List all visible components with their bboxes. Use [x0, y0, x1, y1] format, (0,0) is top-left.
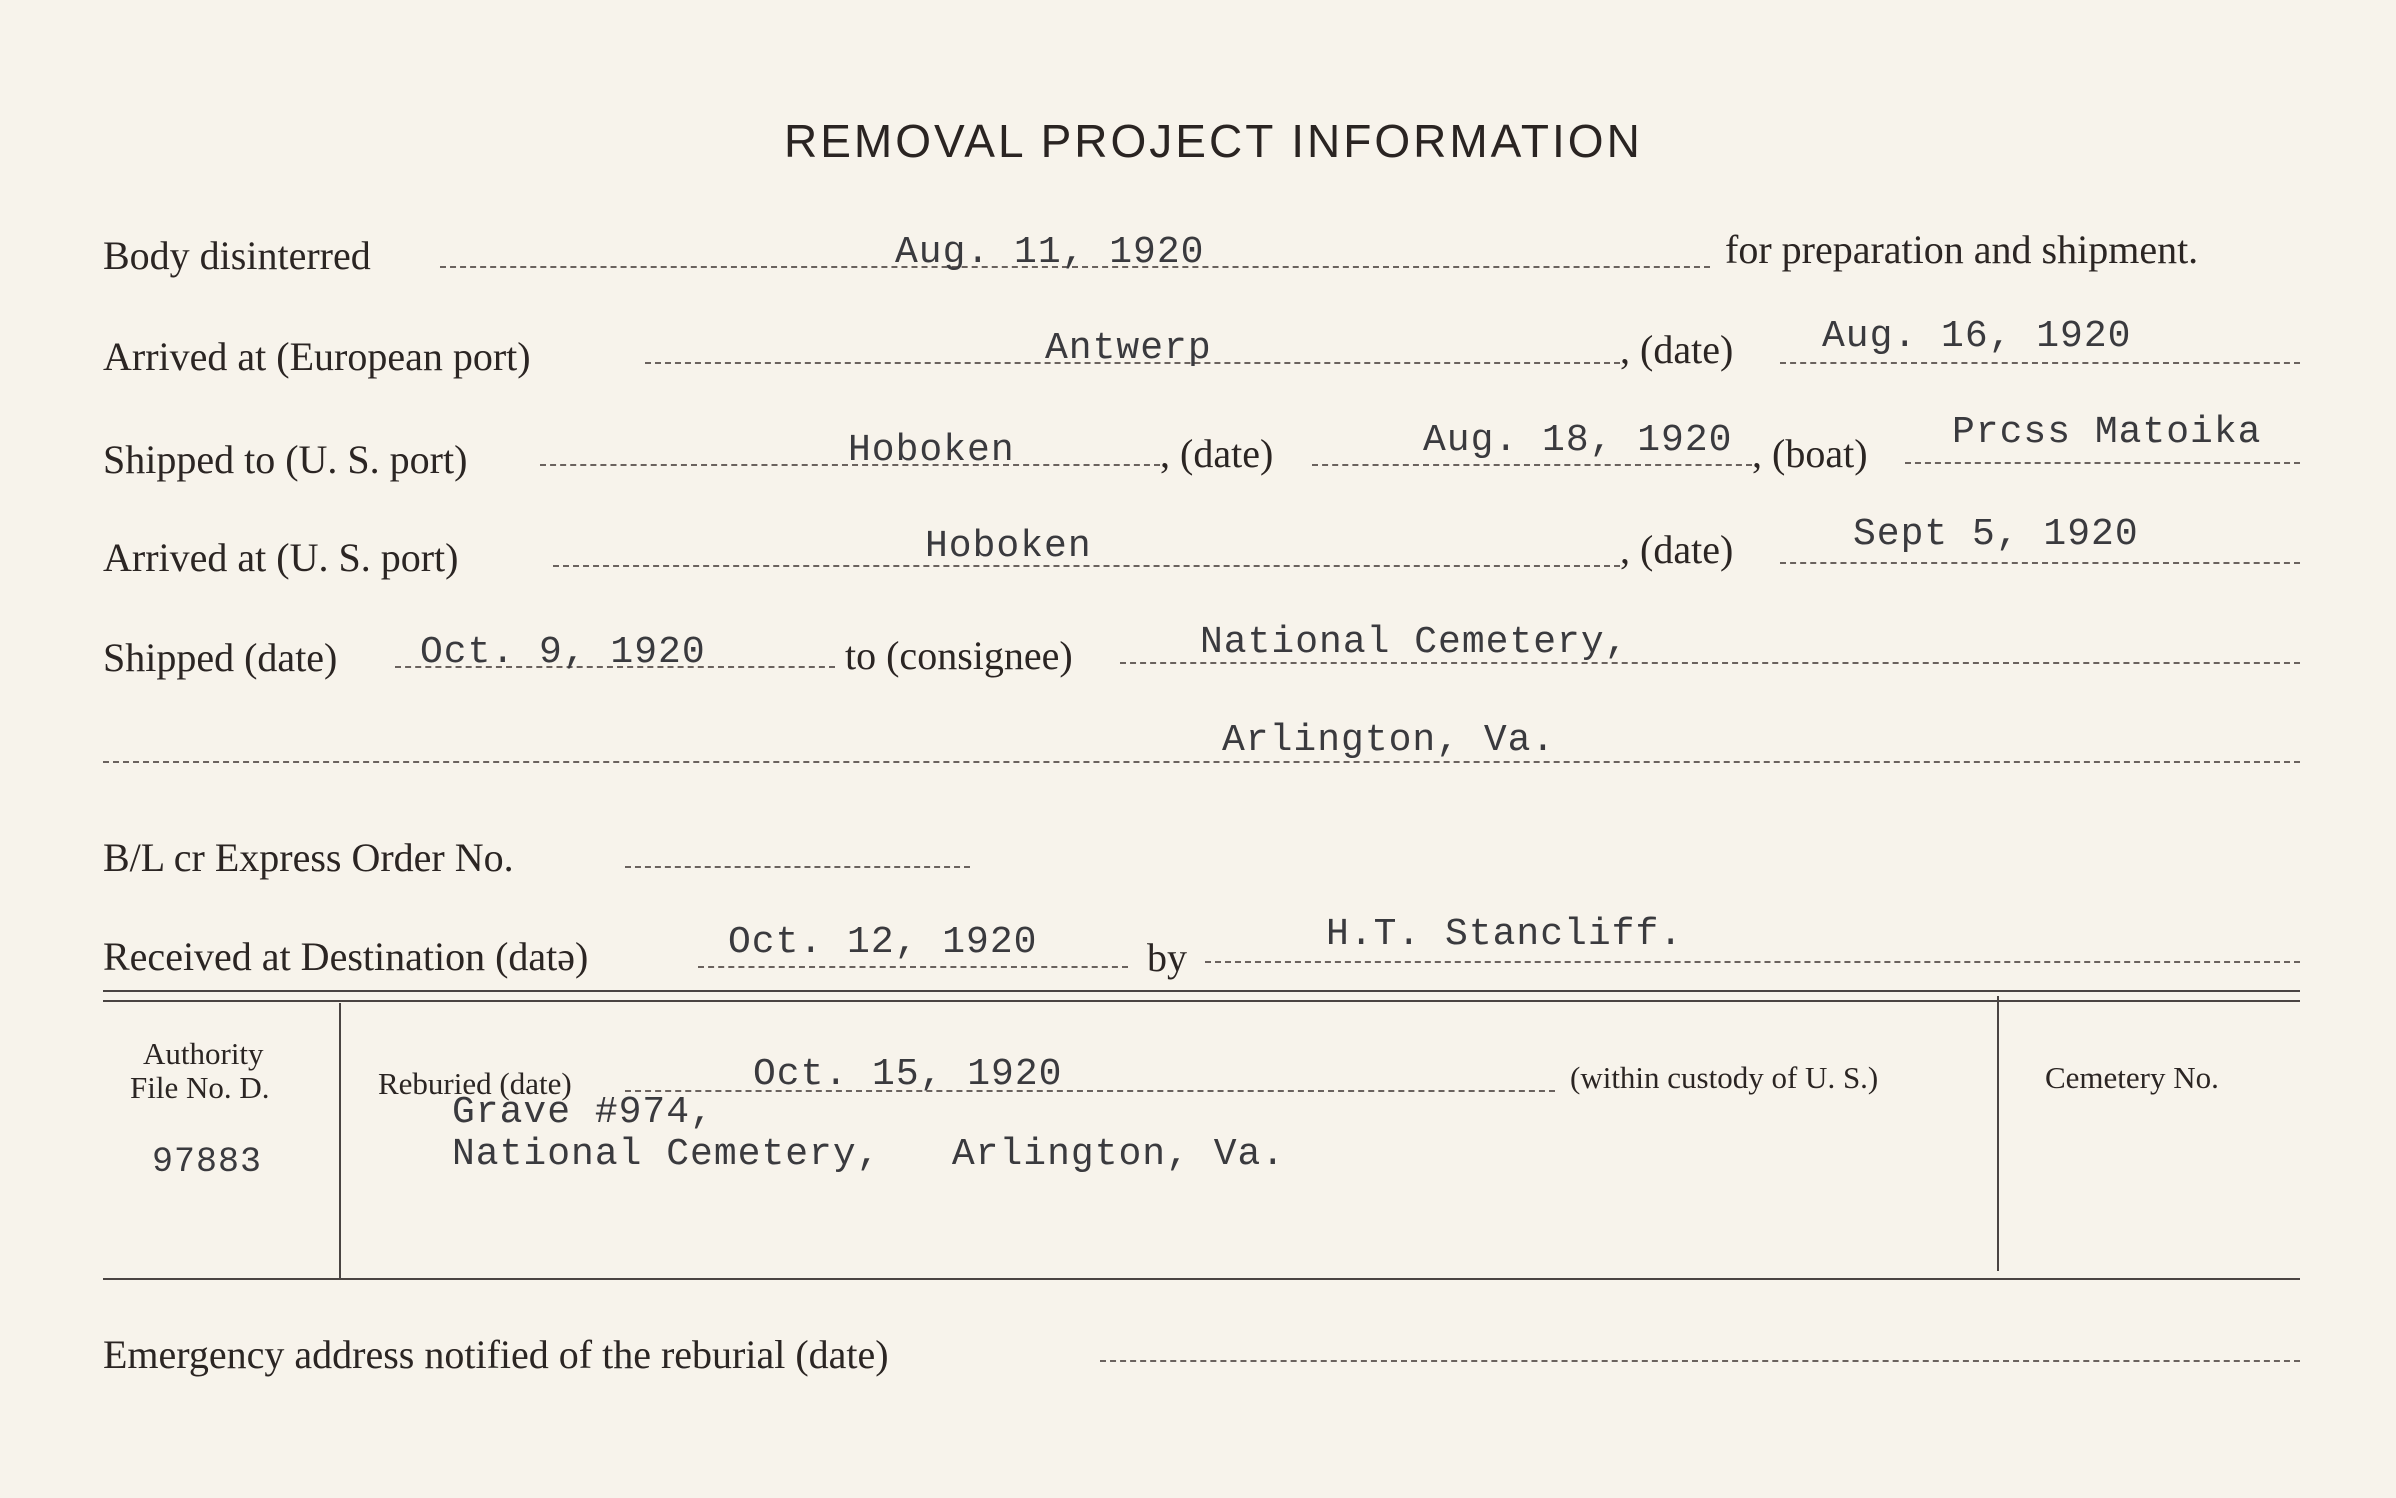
table-divider-left — [339, 1003, 341, 1278]
us-port-shipped-value: Hoboken — [848, 429, 1015, 472]
boat-value: Prcss Matoika — [1952, 411, 2262, 454]
us-port-arrived-value: Hoboken — [925, 525, 1092, 568]
table-divider-right — [1997, 996, 1999, 1271]
authority-label-2: File No. D. — [130, 1070, 270, 1105]
shipped-date-2-value: Oct. 9, 1920 — [420, 631, 706, 674]
european-arrival-date-value: Aug. 16, 1920 — [1822, 315, 2132, 358]
authority-label-1: Authority — [143, 1036, 264, 1071]
consignee-2-value: Arlington, Va. — [1222, 719, 1556, 762]
us-arrival-date-value: Sept 5, 1920 — [1853, 513, 2139, 556]
bl-express-label: B/L cr Express Order No. — [103, 835, 514, 880]
shipped-date-1-value: Aug. 18, 1920 — [1423, 419, 1733, 462]
shipped-to-us-label: Shipped to (U. S. port) — [103, 437, 468, 482]
by-label: by — [1147, 935, 1187, 980]
bl-number-line — [625, 866, 970, 868]
received-date-line — [698, 966, 1128, 968]
table-top-rule-2 — [103, 1000, 2300, 1002]
date-label-3: , (date) — [1620, 527, 1734, 572]
preparation-label: for preparation and shipment. — [1725, 227, 2199, 272]
authority-file-no-value: 97883 — [152, 1142, 263, 1182]
table-top-rule-1 — [103, 990, 2300, 992]
date-label-2: , (date) — [1160, 431, 1274, 476]
european-date-line — [1780, 362, 2300, 364]
consignee-line-2 — [103, 761, 2300, 763]
grave-1-value: Grave #974, — [452, 1091, 714, 1134]
boat-line — [1905, 462, 2300, 464]
reburied-date-value: Oct. 15, 1920 — [753, 1053, 1063, 1096]
received-by-line — [1205, 961, 2300, 963]
reburied-label: Reburied (date) — [378, 1066, 572, 1101]
cemetery-no-label: Cemetery No. — [2045, 1060, 2219, 1095]
disinterred-date-value: Aug. 11, 1920 — [895, 231, 1205, 274]
body-disinterred-label: Body disinterred — [103, 233, 371, 278]
arrived-us-label: Arrived at (U. S. port) — [103, 535, 459, 580]
within-custody-label: (within custody of U. S.) — [1570, 1060, 1879, 1095]
boat-label: , (boat) — [1752, 431, 1868, 476]
received-by-value: H.T. Stancliff. — [1326, 913, 1684, 956]
shipped-date-line — [1312, 464, 1752, 466]
page-title: REMOVAL PROJECT INFORMATION — [784, 115, 1643, 167]
received-date-value: Oct. 12, 1920 — [728, 921, 1038, 964]
grave-2-value: National Cemetery, Arlington, Va. — [452, 1133, 1286, 1176]
emergency-date-line — [1100, 1360, 2300, 1362]
table-bottom-rule — [103, 1278, 2300, 1280]
us-arrival-date-line — [1780, 562, 2300, 564]
received-label: Received at Destination (datə) — [103, 934, 589, 979]
arrived-european-label: Arrived at (European port) — [103, 334, 531, 379]
shipped-date-label: Shipped (date) — [103, 635, 338, 680]
european-port-value: Antwerp — [1045, 327, 1212, 370]
consignee-1-value: National Cemetery, — [1200, 621, 1629, 664]
emergency-label: Emergency address notified of the reburial (date) — [103, 1332, 889, 1377]
date-label-1: , (date) — [1620, 327, 1734, 372]
to-consignee-label: to (consignee) — [845, 633, 1073, 678]
